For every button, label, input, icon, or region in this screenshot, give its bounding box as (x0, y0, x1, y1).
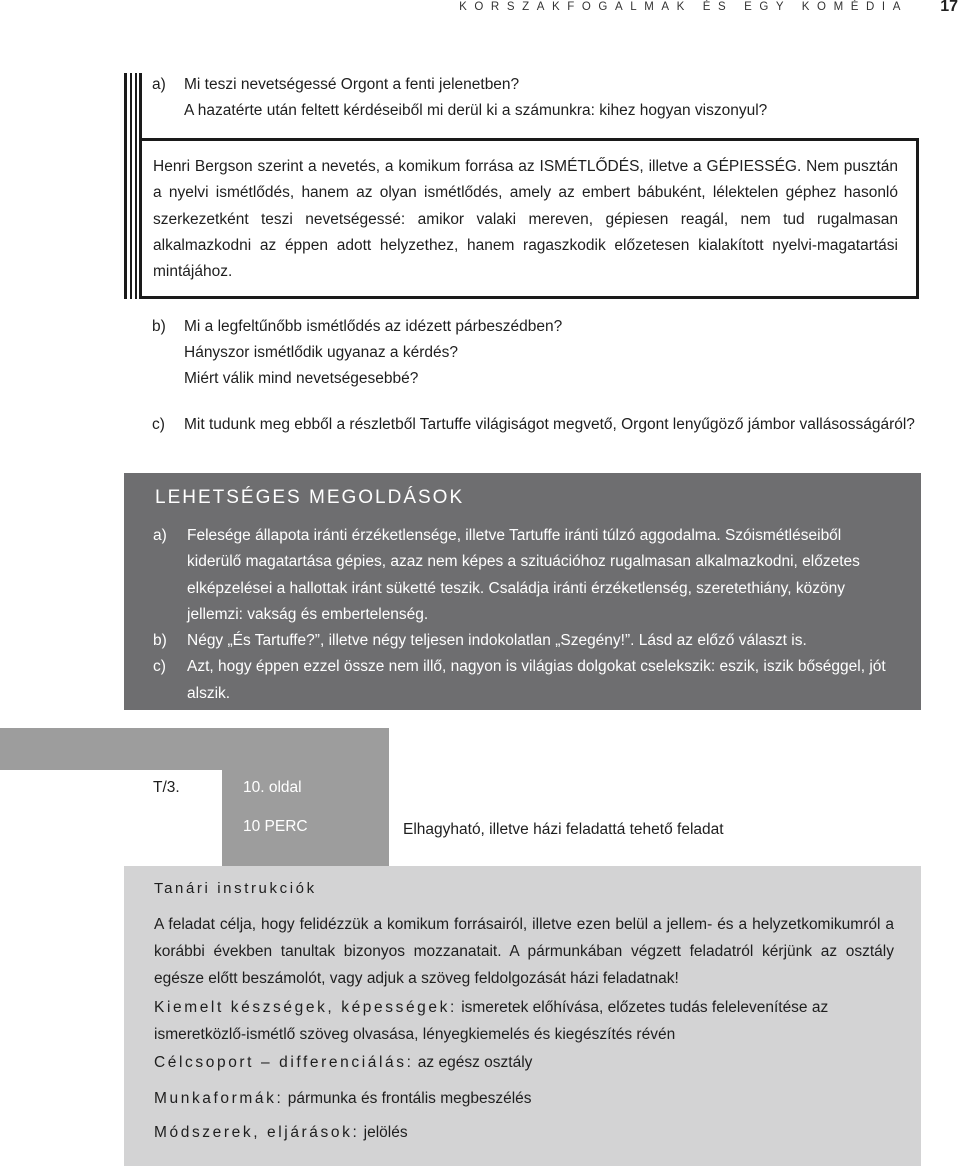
decorative-bar (135, 73, 137, 299)
task-duration: 10 PERC (243, 818, 308, 835)
question-c (152, 412, 922, 438)
question-label: a) (152, 76, 166, 93)
question-line: A hazatérte után feltett kérdéseiből mi derül ki a számunkra: kihez hogyan viszonyul? (184, 102, 768, 119)
page-number: 17 (940, 0, 958, 15)
task-banner-block (222, 728, 389, 866)
teacher-body: A feladat célja, hogy felidézzük a komikum forrásairól, illetve ezen belül a jellem- és a helyzetkomikumról a korábbi években tanultak bizonyos mozzanatait. A pármunkában végzett feladatról kérjünk az osztály egésze előtt beszámolót, vagy adjuk a szöveg feldolgozását házi feladatnak! (154, 916, 894, 987)
solution-label: a) (153, 527, 167, 544)
running-title: KORSZAKFOGALMAK ÉS EGY KOMÉDIA (459, 1, 908, 13)
running-head (0, 0, 960, 18)
target-group-label: Célcsoport – differenciálás: (154, 1054, 414, 1071)
solutions-box (124, 473, 921, 710)
solutions-list (153, 523, 893, 707)
skills-label: Kiemelt készségek, képességek: (154, 999, 457, 1016)
task-code: T/3. (153, 779, 180, 796)
question-a (152, 72, 767, 124)
work-forms-label: Munkaformák: (154, 1090, 284, 1107)
question-line: Miért válik mind nevetségesebbé? (184, 370, 419, 387)
solution-item (153, 654, 893, 707)
bergson-text: Henri Bergson szerint a nevetés, a komikum forrása az ISMÉTLŐDÉS, illetve a GÉPIESSÉG. Nem pusztán a nyelvi ismétlődés, hanem az olyan ismétlődés, amely az embert bábuként, lélektelen géphez hasonló szerkezetként teszi nevetségessé: amikor valaki mereven, gépiesen reagál, nem tud rugalmasan alkalmazkodni az éppen adott helyzethez, hanem ragaszkodik előzetesen kialakított nyelvi-magatartási mintájához. (153, 158, 898, 281)
skills-line (154, 994, 899, 1048)
solution-label: c) (153, 658, 166, 676)
solution-text: Azt, hogy éppen ezzel össze nem illő, nagyon is világias dolgokat cselekszik: eszik, iszik bőséggel, jót alszik. (187, 658, 886, 702)
task-note: Elhagyható, illetve házi feladattá tehető feladat (403, 821, 724, 838)
solution-item (153, 523, 893, 628)
solution-text: Felesége állapota iránti érzéketlensége, illetve Tartuffe iránti túlzó aggodalma. Szóismétléseiből kiderülő magatartása gépies, azaz nem képes a szituációhoz rugalmasan alkalmazkodni, előzetes elképzelései a hallottak iránt süketté teszik. Családja iránti érzéketlenség, szeretethiány, közöny jellemzi: vakság és embertelenség. (187, 527, 860, 623)
decorative-bar (130, 73, 132, 299)
target-group-text: az egész osztály (417, 1054, 533, 1071)
question-b (152, 314, 562, 392)
target-group-line (154, 1054, 532, 1072)
work-forms-text: pármunka és frontális megbeszélés (287, 1090, 532, 1107)
teacher-instructions-box (124, 866, 921, 1166)
solution-label: b) (153, 632, 167, 650)
task-page-ref: 10. oldal (243, 779, 302, 796)
methods-text: jelölés (363, 1124, 408, 1141)
skills-text: ismeretek előhívása, előzetes tudás felelevenítése az ismeretközlő-ismétlő szöveg olvasása, lényegkiemelés és kiegészítés révén (154, 999, 829, 1043)
question-label: c) (152, 416, 165, 433)
methods-line (154, 1124, 408, 1142)
question-line: Hányszor ismétlődik ugyanaz a kérdés? (184, 344, 458, 361)
solution-item (153, 628, 893, 654)
question-label: b) (152, 318, 166, 335)
methods-label: Módszerek, eljárások: (154, 1124, 360, 1141)
solution-text: Négy „És Tartuffe?”, illetve négy teljesen indokolatlan „Szegény!”. Lásd az előző választ is. (187, 632, 807, 650)
question-line: Mit tudunk meg ebből a részletből Tartuffe világiságot megvető, Orgont lenyűgöző jámbor vallásosságáról? (184, 416, 915, 433)
decorative-bar (124, 73, 127, 299)
question-line: Mi teszi nevetségessé Orgont a fenti jelenetben? (184, 76, 520, 93)
teacher-heading: Tanári instrukciók (154, 880, 317, 897)
question-line: Mi a legfeltűnőbb ismétlődés az idézett párbeszédben? (184, 318, 563, 335)
solutions-heading: LEHETSÉGES MEGOLDÁSOK (155, 487, 465, 508)
task-banner-bar (0, 728, 222, 770)
work-forms-line (154, 1090, 532, 1108)
